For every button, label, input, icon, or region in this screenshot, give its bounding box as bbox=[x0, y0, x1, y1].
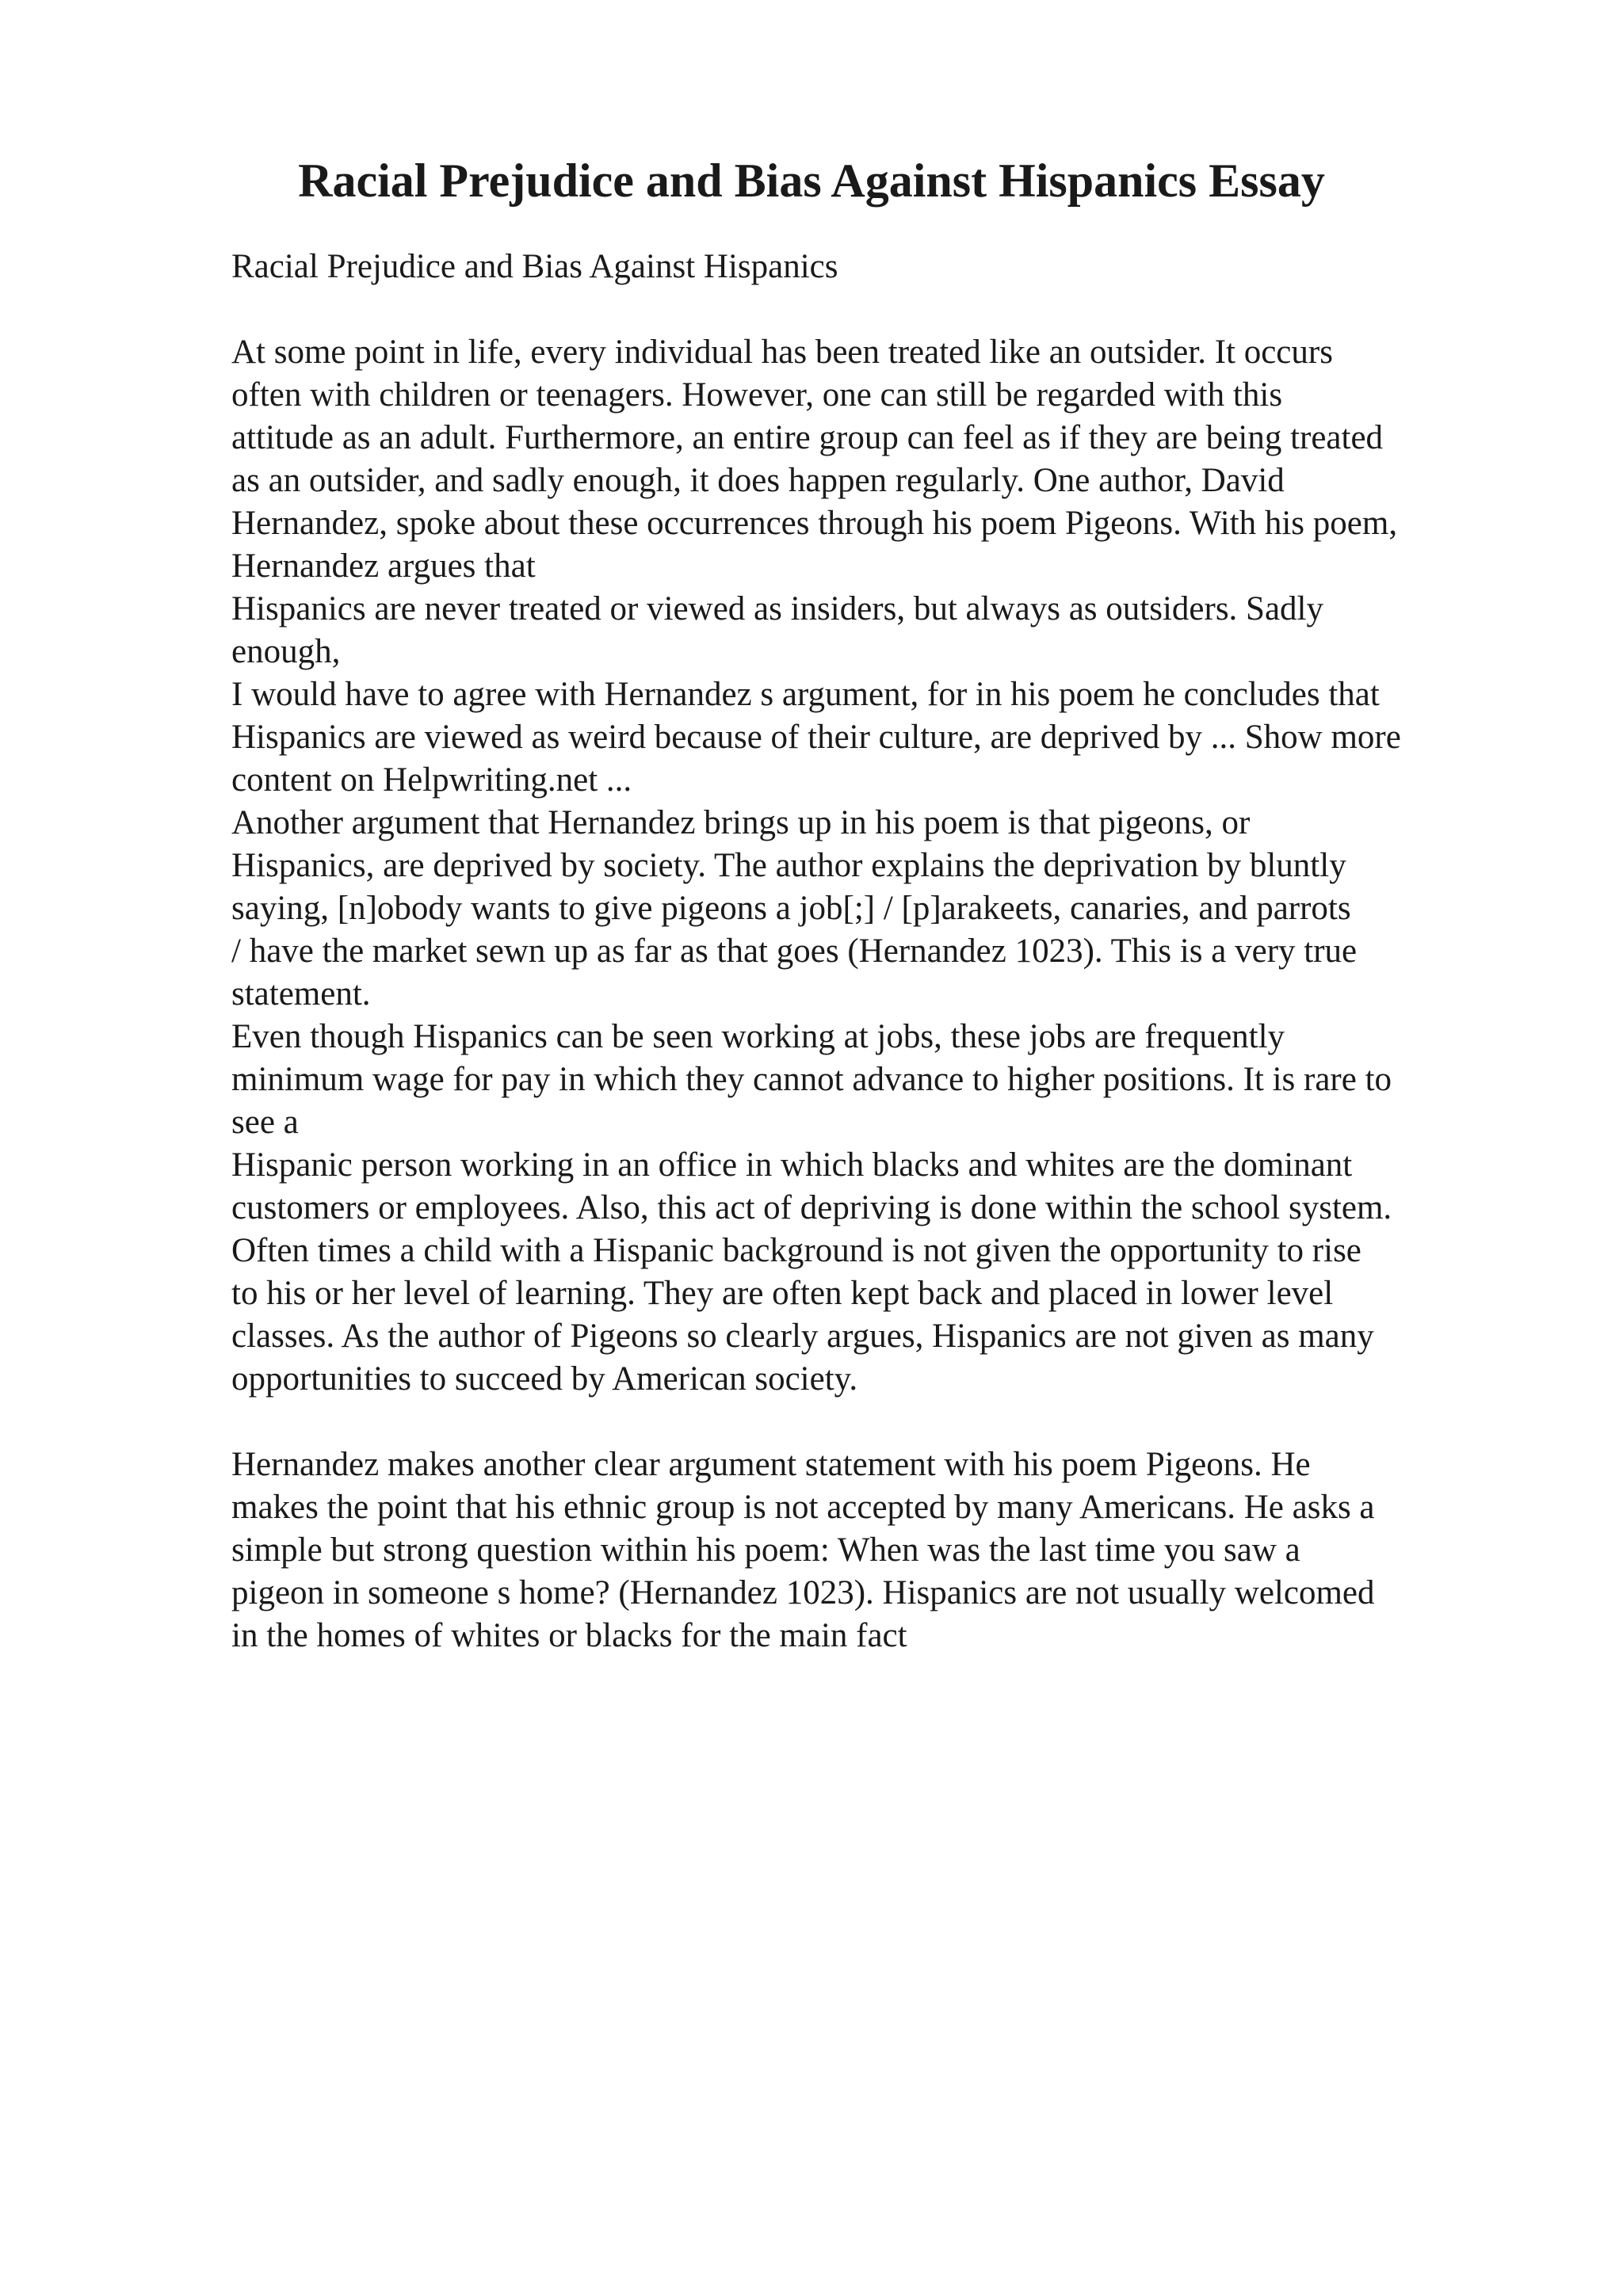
text-line: Hispanics are viewed as weird because of their culture, are deprived by ... Show more bbox=[231, 719, 1401, 756]
text-line: attitude as an adult. Furthermore, an entire group can feel as if they are being treated bbox=[231, 419, 1384, 456]
paragraph-1 bbox=[231, 331, 1515, 1401]
text-line: pigeon in someone s home? (Hernandez 1023). Hispanics are not usually welcomed bbox=[231, 1574, 1375, 1611]
text-line: I would have to agree with Hernandez s argument, for in his poem he concludes that bbox=[231, 676, 1380, 713]
text-line: Often times a child with a Hispanic background is not given the opportunity to rise bbox=[231, 1232, 1361, 1269]
text-line: customers or employees. Also, this act of depriving is done within the school system. bbox=[231, 1189, 1392, 1226]
text-line: Hispanics, are deprived by society. The author explains the deprivation by bluntly bbox=[231, 847, 1346, 884]
text-line: makes the point that his ethnic group is not accepted by many Americans. He asks a bbox=[231, 1489, 1375, 1526]
text-line: simple but strong question within his poem: When was the last time you saw a bbox=[231, 1531, 1300, 1569]
text-line: see a bbox=[231, 1104, 299, 1141]
text-line: opportunities to succeed by American society. bbox=[231, 1360, 858, 1398]
text-line: Another argument that Hernandez brings up in his poem is that pigeons, or bbox=[231, 804, 1251, 841]
text-line: to his or her level of learning. They are often kept back and placed in lower level bbox=[231, 1275, 1334, 1312]
text-line: Hernandez argues that bbox=[231, 547, 536, 585]
paragraph-gap bbox=[231, 1401, 1515, 1444]
text-line: in the homes of whites or blacks for the main fact bbox=[231, 1617, 907, 1654]
text-line: enough, bbox=[231, 633, 341, 670]
text-line: Hernandez makes another clear argument statement with his poem Pigeons. He bbox=[231, 1446, 1311, 1483]
text-line: minimum wage for pay in which they cannot advance to higher positions. It is rare to bbox=[231, 1061, 1392, 1098]
text-line: classes. As the author of Pigeons so clearly argues, Hispanics are not given as many bbox=[231, 1318, 1374, 1355]
text-line: Hispanic person working in an office in which blacks and whites are the dominant bbox=[231, 1146, 1353, 1184]
text-line: statement. bbox=[231, 975, 371, 1013]
document-body bbox=[231, 246, 1515, 1657]
text-line: / have the market sewn up as far as that goes (Hernandez 1023). This is a very true bbox=[231, 933, 1358, 970]
text-line: Hispanics are never treated or viewed as insiders, but always as outsiders. Sadly bbox=[231, 590, 1323, 627]
text-line: Hernandez, spoke about these occurrences through his poem Pigeons. With his poem, bbox=[231, 505, 1398, 542]
text-line: content on Helpwriting.net ... bbox=[231, 761, 632, 799]
text-line: as an outsider, and sadly enough, it does happen regularly. One author, David bbox=[231, 462, 1285, 499]
text-line: often with children or teenagers. However, one can still be regarded with this bbox=[231, 376, 1283, 414]
text-line: Even though Hispanics can be seen working at jobs, these jobs are frequently bbox=[231, 1018, 1285, 1055]
document-title: Racial Prejudice and Bias Against Hispanics Essay bbox=[298, 154, 1325, 207]
text-line: At some point in life, every individual has been treated like an outsider. It occurs bbox=[231, 334, 1333, 371]
paragraph-gap bbox=[231, 288, 1515, 331]
document-subtitle: Racial Prejudice and Bias Against Hispanics bbox=[231, 248, 838, 285]
paragraph-2 bbox=[231, 1444, 1515, 1657]
text-line: saying, [n]obody wants to give pigeons a job[;] / [p]arakeets, canaries, and parrots bbox=[231, 890, 1351, 927]
